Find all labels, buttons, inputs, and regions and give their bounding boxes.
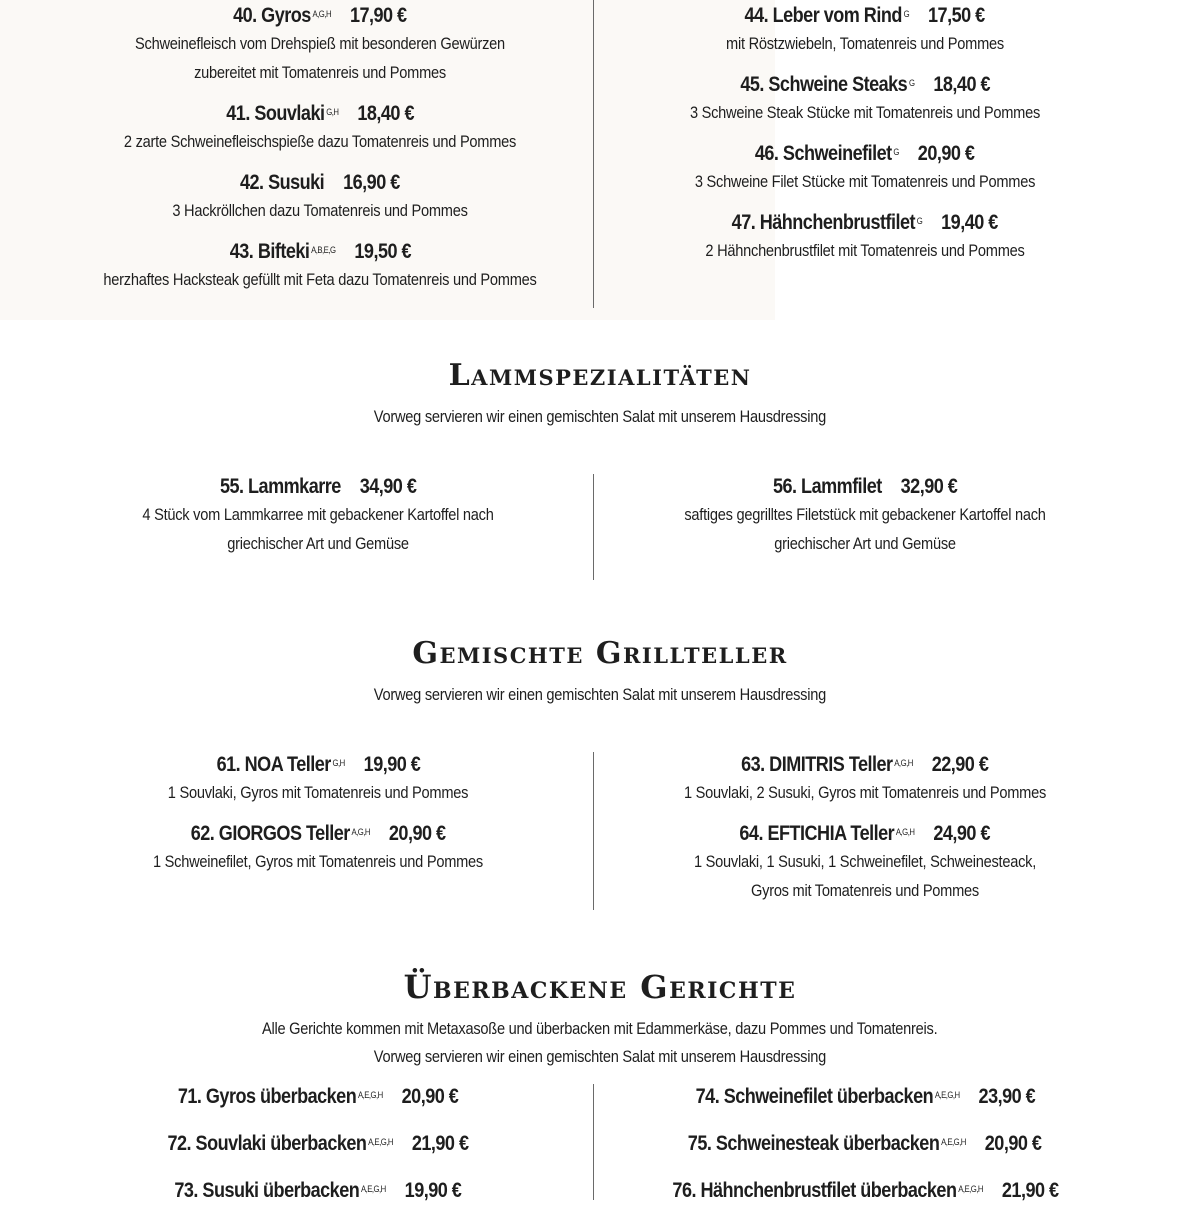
- menu-item-title: [229, 239, 410, 265]
- menu-item: [605, 3, 1125, 58]
- allergen-codes: G: [916, 216, 923, 226]
- dish-description: herzhaftes Hacksteak gefüllt mit Feta dazu Tomatenreis und Pommes: [103, 270, 537, 289]
- dish-description: 4 Stück vom Lammkarree mit gebackener Kartoffel nach: [142, 505, 494, 524]
- menu-item-title: [773, 474, 957, 500]
- column-divider: [593, 1084, 594, 1200]
- menu-item: [605, 474, 1125, 558]
- menu-item-title: [191, 821, 446, 847]
- dish-price: 32,90 €: [900, 475, 958, 498]
- menu-item: [58, 752, 578, 807]
- menu-item-title: [695, 1084, 1035, 1110]
- dish-description: 2 Hähnchenbrustfilet mit Tomatenreis und Pommes: [705, 241, 1025, 260]
- dish-description: mit Röstzwiebeln, Tomatenreis und Pommes: [726, 34, 1004, 53]
- dish-price: 18,40 €: [357, 102, 414, 125]
- menu-item-title: [168, 1131, 469, 1157]
- menu-item-title: [688, 1131, 1042, 1157]
- menu-item-title: [745, 3, 985, 29]
- menu-item: [58, 821, 578, 876]
- section-title-lamb: Lammspezialitäten: [448, 358, 752, 393]
- dish-price: 20,90 €: [918, 142, 975, 165]
- dish-description: saftiges gegrilltes Filetstück mit gebackener Kartoffel nach: [684, 505, 1046, 524]
- allergen-codes: A,E,G,H: [361, 1184, 386, 1194]
- grill-left-column: [58, 752, 578, 890]
- dish-name: 44. Leber vom Rind: [744, 4, 903, 27]
- dish-price: 18,40 €: [933, 73, 990, 96]
- menu-item: [605, 72, 1125, 127]
- dish-description: 3 Schweine Steak Stücke mit Tomatenreis und Pommes: [689, 103, 1041, 122]
- menu-item-title: [755, 141, 975, 167]
- dish-description: zubereitet mit Tomatenreis und Pommes: [194, 63, 446, 82]
- column-divider: [593, 474, 594, 580]
- dish-description: 1 Schweinefilet, Gyros mit Tomatenreis und Pommes: [153, 852, 483, 871]
- dish-price: 22,90 €: [931, 753, 989, 776]
- menu-item: [58, 1131, 578, 1157]
- dish-price: 19,40 €: [941, 211, 999, 234]
- dish-name: 64. EFTICHIA Teller: [739, 822, 895, 845]
- baked-right-column: [605, 1084, 1125, 1225]
- menu-item: [605, 1178, 1125, 1204]
- dish-price: 20,90 €: [401, 1085, 459, 1108]
- menu-item-title: [175, 1178, 462, 1204]
- dish-price: 23,90 €: [978, 1085, 1035, 1108]
- allergen-codes: G: [908, 78, 915, 88]
- dish-description: griechischer Art und Gemüse: [774, 534, 956, 553]
- menu-item: [605, 1084, 1125, 1110]
- dish-name: 47. Hähnchenbrustfilet: [731, 211, 916, 234]
- allergen-codes: A,E,G,H: [368, 1137, 393, 1147]
- menu-item-title: [220, 474, 416, 500]
- allergen-codes: G,H: [332, 758, 345, 768]
- dish-price: 19,90 €: [363, 753, 420, 776]
- section-title-grill: Gemischte Grillteller: [412, 636, 788, 671]
- menu-item-title: [740, 821, 991, 847]
- dish-price: 34,90 €: [359, 475, 417, 498]
- allergen-codes: A,B,E,G: [310, 245, 336, 255]
- section-subtitle-baked-1: Alle Gerichte kommen mit Metaxasoße und überbacken mit Edammerkäse, dazu Pommes und Tomatenreis.: [262, 1019, 938, 1038]
- menu-item-title: [240, 170, 400, 196]
- dish-name: 74. Schweinefilet überbacken: [695, 1085, 933, 1108]
- dish-price: 21,90 €: [1001, 1179, 1059, 1202]
- menu-item-title: [226, 101, 414, 127]
- allergen-codes: A,G,H: [351, 827, 370, 837]
- allergen-codes: A,E,G,H: [957, 1184, 983, 1194]
- menu-item-title: [672, 1178, 1058, 1204]
- menu-item-title: [741, 752, 988, 778]
- allergen-codes: A,G,H: [894, 758, 914, 768]
- dish-name: 73. Susuki überbacken: [174, 1179, 360, 1202]
- menu-item: [60, 170, 580, 225]
- dish-price: 20,90 €: [985, 1132, 1042, 1155]
- dish-description: griechischer Art und Gemüse: [227, 534, 409, 553]
- dish-description: 3 Schweine Filet Stücke mit Tomatenreis und Pommes: [694, 172, 1036, 191]
- dish-description: 3 Hackröllchen dazu Tomatenreis und Pommes: [172, 201, 468, 220]
- menu-item: [60, 239, 580, 294]
- allergen-codes: G: [893, 147, 900, 157]
- dish-description: 1 Souvlaki, 2 Susuki, Gyros mit Tomatenreis und Pommes: [683, 783, 1047, 802]
- dish-price: 19,50 €: [353, 240, 411, 263]
- menu-item: [60, 101, 580, 156]
- menu-item: [605, 821, 1125, 905]
- dish-description: 1 Souvlaki, 1 Susuki, 1 Schweinefilet, Schweinesteack,: [693, 852, 1037, 871]
- menu-item: [60, 3, 580, 87]
- menu-item: [58, 1178, 578, 1204]
- dish-name: 42. Susuki: [240, 171, 325, 194]
- allergen-codes: G,H: [326, 107, 339, 117]
- section-title-baked: Überbackene Gerichte: [403, 968, 797, 1006]
- pork-left-column: [60, 3, 580, 308]
- dish-name: 45. Schweine Steaks: [740, 73, 908, 96]
- dish-price: 17,90 €: [350, 4, 407, 27]
- dish-name: 62. GIORGOS Teller: [190, 822, 350, 845]
- dish-description: Schweinefleisch vom Drehspieß mit besonderen Gewürzen: [135, 34, 505, 53]
- allergen-codes: A,G,H: [312, 9, 332, 19]
- dish-name: 40. Gyros: [233, 4, 311, 27]
- menu-item: [605, 1131, 1125, 1157]
- baked-left-column: [58, 1084, 578, 1225]
- menu-item-title: [732, 210, 998, 236]
- dish-price: 17,50 €: [928, 4, 986, 27]
- menu-item-title: [233, 3, 406, 29]
- dish-name: 61. NOA Teller: [216, 753, 331, 776]
- dish-name: 41. Souvlaki: [226, 102, 325, 125]
- dish-price: 16,90 €: [343, 171, 400, 194]
- allergen-codes: G: [903, 9, 910, 19]
- menu-item: [605, 210, 1125, 265]
- dish-description: Gyros mit Tomatenreis und Pommes: [751, 881, 979, 900]
- dish-name: 72. Souvlaki überbacken: [167, 1132, 367, 1155]
- dish-name: 63. DIMITRIS Teller: [741, 753, 893, 776]
- dish-name: 46. Schweinefilet: [755, 142, 892, 165]
- allergen-codes: A,E,G,H: [941, 1137, 967, 1147]
- dish-name: 43. Bifteki: [229, 240, 309, 263]
- dish-price: 24,90 €: [933, 822, 991, 845]
- dish-description: 2 zarte Schweinefleischspieße dazu Tomatenreis und Pommes: [123, 132, 517, 151]
- dish-description: 1 Souvlaki, Gyros mit Tomatenreis und Pommes: [167, 783, 469, 802]
- menu-item-title: [178, 1084, 458, 1110]
- pork-right-column: [605, 3, 1125, 279]
- allergen-codes: A,E,G,H: [357, 1090, 383, 1100]
- dish-price: 20,90 €: [388, 822, 446, 845]
- menu-item-title: [216, 752, 420, 778]
- dish-name: 76. Hähnchenbrustfilet überbacken: [671, 1179, 956, 1202]
- menu-item: [58, 474, 578, 558]
- menu-item: [58, 1084, 578, 1110]
- lamb-right-column: [605, 474, 1125, 572]
- column-divider: [593, 0, 594, 308]
- dish-name: 55. Lammkarre: [219, 475, 341, 498]
- dish-price: 19,90 €: [404, 1179, 462, 1202]
- menu-item: [605, 752, 1125, 807]
- dish-price: 21,90 €: [411, 1132, 469, 1155]
- section-subtitle-grill: Vorweg servieren wir einen gemischten Salat mit unserem Hausdressing: [373, 685, 827, 704]
- dish-name: 71. Gyros überbacken: [177, 1085, 357, 1108]
- dish-name: 56. Lammfilet: [772, 475, 882, 498]
- allergen-codes: A,G,H: [896, 827, 915, 837]
- menu-item-title: [740, 72, 990, 98]
- menu-item: [605, 141, 1125, 196]
- section-subtitle-lamb: Vorweg servieren wir einen gemischten Salat mit unserem Hausdressing: [373, 407, 827, 426]
- column-divider: [593, 752, 594, 910]
- dish-name: 75. Schweinesteak überbacken: [688, 1132, 940, 1155]
- section-subtitle-baked-2: Vorweg servieren wir einen gemischten Salat mit unserem Hausdressing: [373, 1047, 827, 1066]
- grill-right-column: [605, 752, 1125, 919]
- allergen-codes: A,E,G,H: [934, 1090, 960, 1100]
- lamb-left-column: [58, 474, 578, 572]
